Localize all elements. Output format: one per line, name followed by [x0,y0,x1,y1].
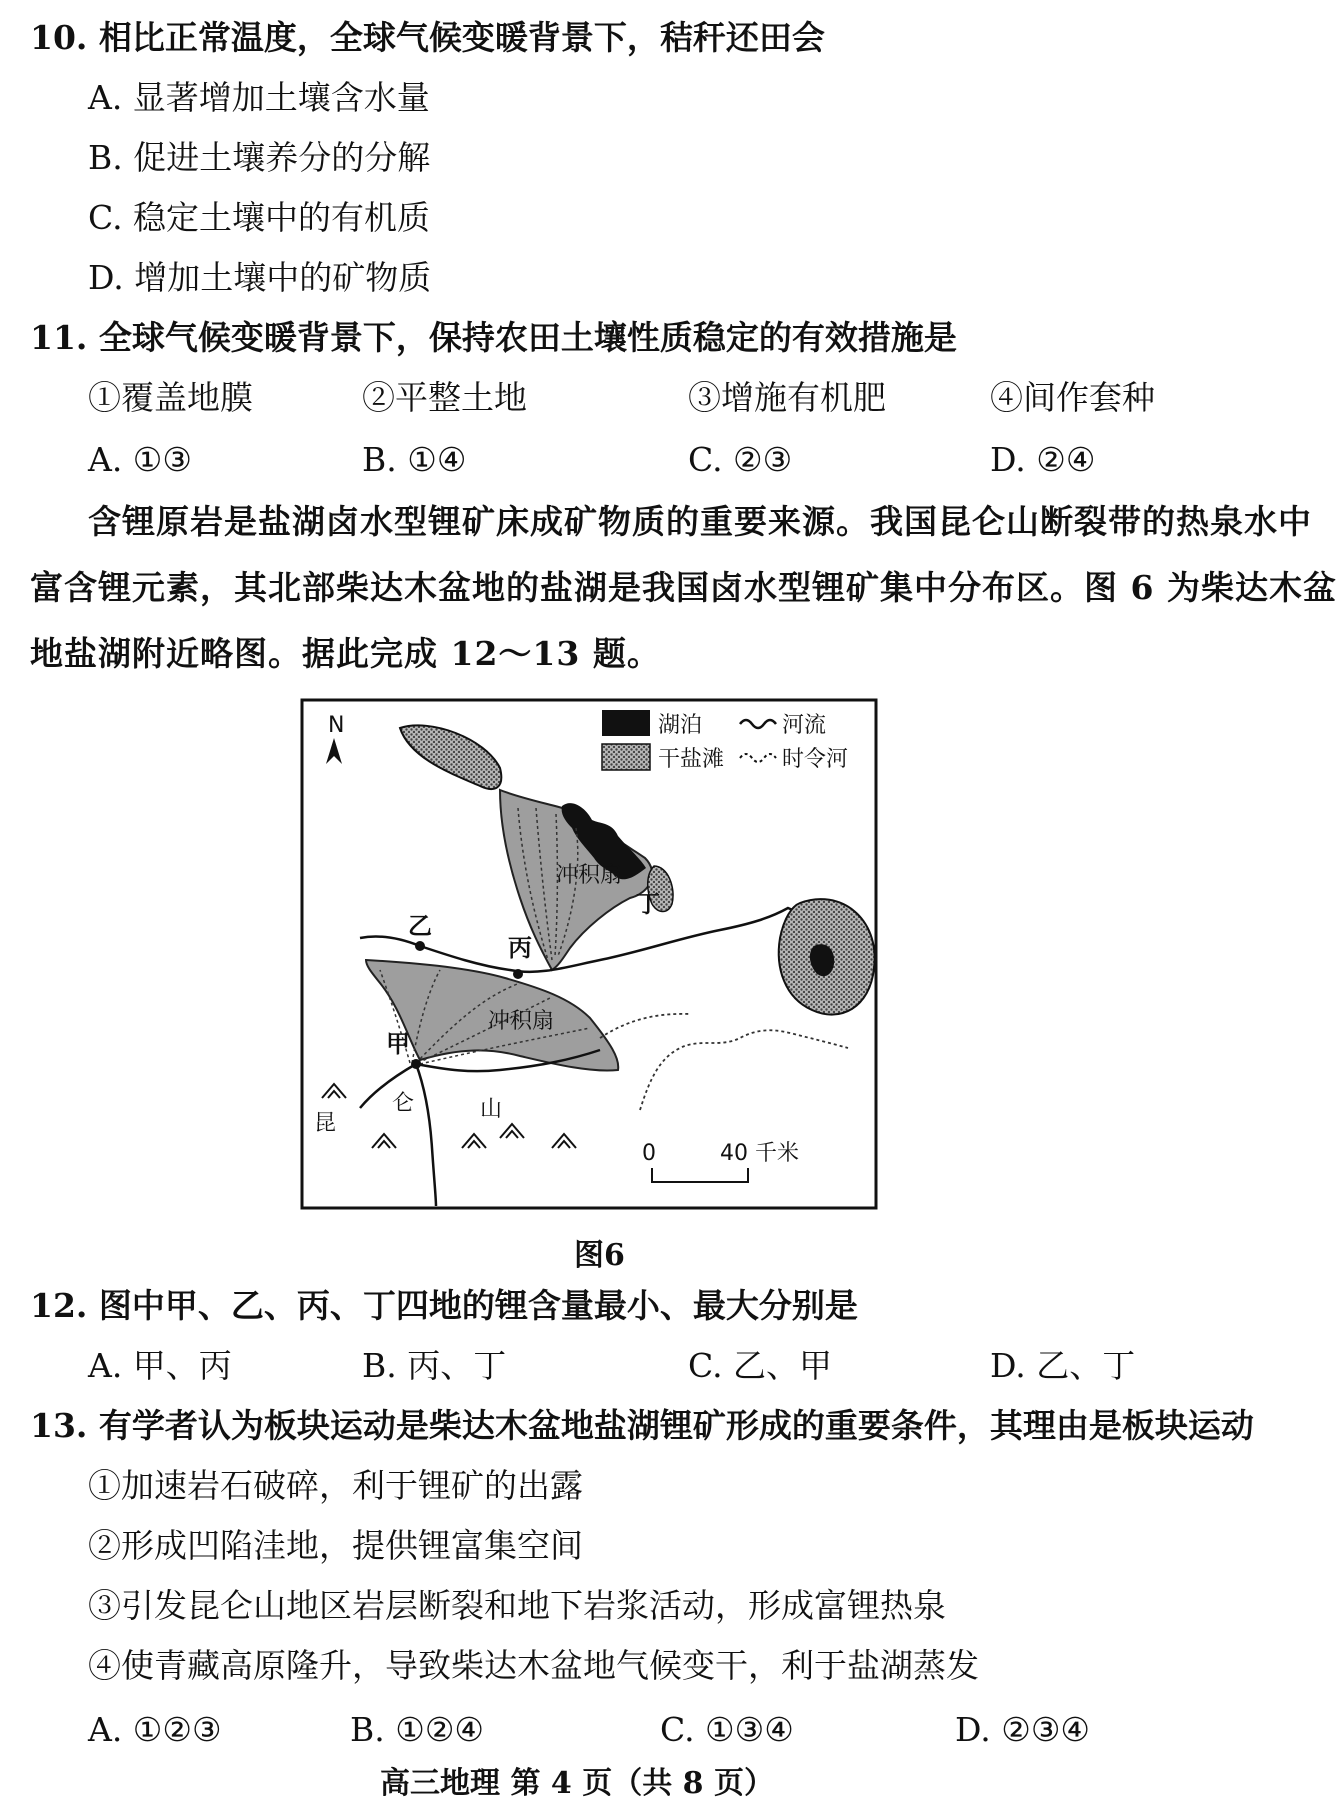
passage-line-1: 含锂原岩是盐湖卤水型锂矿床成矿物质的重要来源。我国昆仑山断裂带的热泉水中 [88,502,1312,541]
q13-item-1: ①加速岩石破碎，利于锂矿的出露 [88,1466,583,1505]
label-bing: 丙 [508,934,532,962]
label-jia: 甲 [386,1030,410,1058]
legend-river-label: 河流 [782,713,827,738]
q11-item-3: ③增施有机肥 [688,378,886,417]
q10-option-b: B. 促进土壤养分的分解 [88,138,431,177]
q10-option-c: C. 稳定土壤中的有机质 [88,198,431,237]
q12-stem: 12. 图中甲、乙、丙、丁四地的锂含量最小、最大分别是 [30,1286,858,1325]
q12-option-c: C. 乙、甲 [688,1346,833,1385]
q10-option-a: A. 显著增加土壤含水量 [88,78,430,117]
q13-item-2: ②形成凹陷洼地，提供锂富集空间 [88,1526,583,1565]
north-label: N [328,713,345,738]
q11-stem: 11. 全球气候变暖背景下，保持农田土壤性质稳定的有效措施是 [30,318,957,357]
q13-option-c: C. ①③④ [660,1710,794,1749]
legend-lake-label: 湖泊 [658,713,703,738]
label-mountain-2: 仑 [392,1091,415,1116]
label-fan-south: 冲积扇 [488,1009,555,1034]
q13-item-4: ④使青藏高原隆升，导致柴达木盆地气候变干，利于盐湖蒸发 [88,1646,979,1685]
q11-item-4: ④间作套种 [990,378,1155,417]
passage-line-2: 富含锂元素，其北部柴达木盆地的盐湖是我国卤水型锂矿集中分布区。图 6 为柴达木盆 [30,568,1337,607]
q12-option-d: D. 乙、丁 [990,1346,1136,1385]
q11-option-d: D. ②④ [990,440,1096,479]
q10-option-d: D. 增加土壤中的矿物质 [88,258,432,297]
label-mountain-3: 山 [480,1097,503,1122]
q11-option-a: A. ①③ [88,440,192,479]
point-jia [411,1059,421,1069]
q10-stem: 10. 相比正常温度，全球气候变暖背景下，秸秆还田会 [30,18,825,57]
q12-option-b: B. 丙、丁 [362,1346,507,1385]
page-footer: 高三地理 第 4 页（共 8 页） [380,1766,774,1801]
q13-item-3: ③引发昆仑山地区岩层断裂和地下岩浆活动，形成富锂热泉 [88,1586,946,1625]
q11-item-1: ①覆盖地膜 [88,378,253,417]
legend-salt-flat-label: 干盐滩 [658,747,725,772]
q13-option-d: D. ②③④ [955,1710,1091,1749]
label-ding: 丁 [636,890,660,918]
legend-lake-swatch [602,710,650,736]
point-yi [415,941,425,951]
label-yi: 乙 [408,912,432,940]
q11-option-b: B. ①④ [362,440,467,479]
q13-stem: 13. 有学者认为板块运动是柴达木盆地盐湖锂矿形成的重要条件，其理由是板块运动 [30,1406,1254,1445]
salt-lake-map [300,698,878,1210]
label-mountain-1: 昆 [314,1111,337,1136]
scale-start-label: 0 [642,1141,656,1166]
point-bing [513,969,523,979]
q13-option-a: A. ①②③ [88,1710,222,1749]
legend-seasonal-river-label: 时令河 [782,747,849,772]
q11-item-2: ②平整土地 [362,378,527,417]
q11-option-c: C. ②③ [688,440,793,479]
q13-option-b: B. ①②④ [350,1710,484,1749]
legend-salt-flat-swatch [602,744,650,770]
label-fan-north: 冲积扇 [556,863,623,888]
figure-caption: 图6 [574,1238,625,1273]
q12-option-a: A. 甲、丙 [88,1346,232,1385]
passage-line-3: 地盐湖附近略图。据此完成 12～13 题。 [30,634,661,673]
scale-end-label: 40 千米 [720,1141,799,1166]
